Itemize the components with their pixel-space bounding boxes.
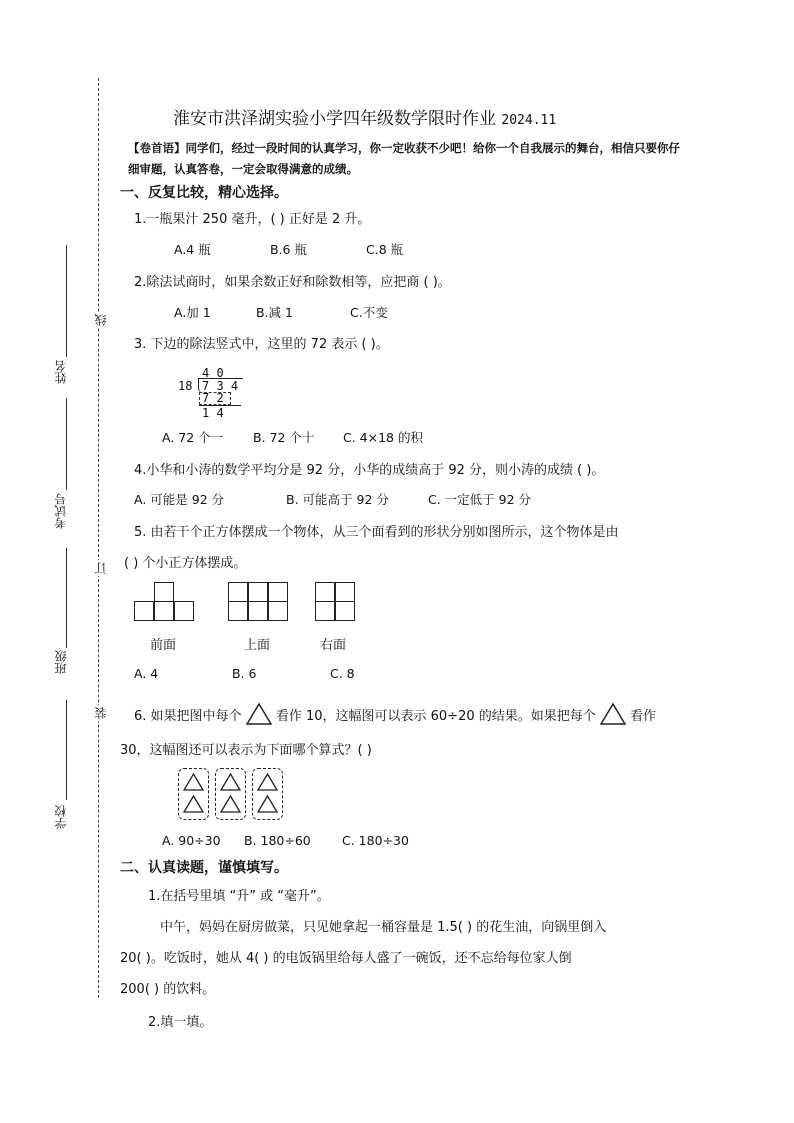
page-title (173, 104, 556, 129)
top-view-figure (228, 582, 290, 624)
q6-text-c: 看作 (630, 709, 657, 724)
right-view-cell (335, 582, 355, 602)
right-view-cell (315, 582, 335, 602)
q4-option-b[interactable]: B. 可能高于 92 分 (286, 492, 389, 507)
q6-text-2: 30，这幅图还可以表示为下面哪个算式？( ) (120, 743, 372, 758)
triangle-icon (600, 703, 626, 725)
top-view-cell (248, 601, 268, 621)
caption-top: 上面 (244, 638, 271, 653)
q6-option-c[interactable]: C. 180÷30 (342, 833, 409, 848)
q4-option-c[interactable]: C. 一定低于 92 分 (428, 492, 532, 507)
exam-number-label: 考试号 (54, 493, 68, 529)
triangle-pair-icon (216, 769, 245, 819)
binding-mark-xian: 线 (94, 314, 108, 326)
q6-text-a: 6. 如果把图中每个 (134, 709, 242, 724)
q5-text-2: ( ) 个小正方体摆成。 (124, 556, 247, 571)
binding-dashed-line (98, 78, 99, 998)
title-text: 淮安市洪泽湖实验小学四年级数学限时作业 (173, 109, 496, 129)
division-remainder: 1 4 (202, 406, 224, 420)
q5-option-a[interactable]: A. 4 (134, 666, 159, 681)
q2-option-b[interactable]: B.减 1 (256, 305, 293, 320)
top-view-cell (228, 582, 248, 602)
exam-number-blank-line[interactable] (66, 398, 67, 490)
q5-option-c[interactable]: C. 8 (330, 666, 355, 681)
q3-option-b[interactable]: B. 72 个十 (253, 430, 315, 445)
q6-option-a[interactable]: A. 90÷30 (162, 833, 221, 848)
name-label: 姓名 (54, 360, 68, 384)
q3-option-a[interactable]: A. 72 个一 (162, 430, 224, 445)
class-label: 班级 (54, 650, 68, 674)
section-2-title: 二、认真读题，谨慎填写。 (120, 860, 288, 876)
triangle-icon (246, 703, 272, 725)
triangle-pair-icon (253, 769, 282, 819)
class-blank-line[interactable] (66, 548, 67, 648)
division-divisor: 18 (178, 379, 193, 393)
q1-option-a[interactable]: A.4 瓶 (174, 242, 211, 257)
q4-text: 4.小华和小涛的数学平均分是 92 分，小华的成绩高于 92 分，则小涛的成绩 ( )。 (134, 463, 605, 478)
top-view-cell (248, 582, 268, 602)
q1-option-b[interactable]: B.6 瓶 (270, 242, 307, 257)
triangle-group (252, 768, 283, 820)
q3-option-c[interactable]: C. 4×18 的积 (343, 430, 423, 445)
binding-mark-zhuang: 装 (94, 707, 108, 719)
intro-paragraph (128, 138, 688, 180)
division-dividend: 7 3 4 (202, 379, 239, 393)
right-view-cell (335, 601, 355, 621)
division-product: 7 2 (202, 391, 224, 405)
front-view-cell (154, 582, 174, 602)
front-view-cell (134, 601, 154, 621)
right-view-figure (315, 582, 357, 624)
title-date: 2024.11 (501, 113, 557, 128)
front-view-cell (174, 601, 194, 621)
triangle-group (178, 768, 209, 820)
q2-option-a[interactable]: A.加 1 (174, 305, 211, 320)
q5-text: 5. 由若干个正方体摆成一个物体，从三个面看到的形状分别如图所示，这个物体是由 (134, 525, 619, 540)
s2-q1-paragraph-3: 200( ) 的饮料。 (120, 982, 216, 997)
top-view-cell (228, 601, 248, 621)
intro-text: 同学们，经过一段时间的认真学习，你一定收获不少吧！给你一个自我展示的舞台，相信只要你仔细审题，认真答卷，一定会取得满意的成绩。 (128, 141, 680, 176)
right-view-cell (315, 601, 335, 621)
caption-front: 前面 (150, 638, 177, 653)
front-view-figure (134, 582, 196, 624)
school-label: 学校 (54, 805, 68, 829)
q1-option-c[interactable]: C.8 瓶 (366, 242, 404, 257)
q6-option-b[interactable]: B. 180÷60 (244, 833, 311, 848)
s2-q1-paragraph-2: 20( )。吃饭时，她从 4( ) 的电饭锅里给每人盛了一碗饭，还不忘给每位家人倒 (120, 951, 572, 966)
s2-q1-paragraph-1: 中午，妈妈在厨房做菜，只见她拿起一桶容量是 1.5( ) 的花生油，向锅里倒入 (160, 920, 607, 935)
q1-text: 1.一瓶果汁 250 毫升，( ) 正好是 2 升。 (134, 212, 371, 227)
division-quotient: 4 0 (202, 366, 224, 380)
binding-mark-ding: 订 (94, 562, 108, 574)
q3-text: 3. 下边的除法竖式中，这里的 72 表示 ( )。 (134, 337, 389, 352)
section-1-title: 一、反复比较，精心选择。 (120, 185, 288, 201)
q6-text (134, 703, 656, 725)
s2-q2-text: 2.填一填。 (148, 1015, 213, 1030)
q6-text-b: 看作 10，这幅图可以表示 60÷20 的结果。如果把每个 (275, 709, 596, 724)
intro-label: 【卷首语】 (128, 141, 186, 155)
q2-option-c[interactable]: C.不变 (350, 305, 388, 320)
q5-option-b[interactable]: B. 6 (232, 666, 257, 681)
name-blank-line[interactable] (66, 245, 67, 357)
triangle-group (215, 768, 246, 820)
front-view-cell (154, 601, 174, 621)
caption-right: 右面 (320, 638, 347, 653)
q2-text: 2.除法试商时，如果余数正好和除数相等，应把商 ( )。 (134, 275, 451, 290)
q4-option-a[interactable]: A. 可能是 92 分 (134, 492, 225, 507)
top-view-cell (268, 601, 288, 621)
triangle-pair-icon (179, 769, 208, 819)
s2-q1-text: 1.在括号里填 “升” 或 “毫升”。 (148, 889, 330, 904)
top-view-cell (268, 582, 288, 602)
school-blank-line[interactable] (66, 700, 67, 800)
